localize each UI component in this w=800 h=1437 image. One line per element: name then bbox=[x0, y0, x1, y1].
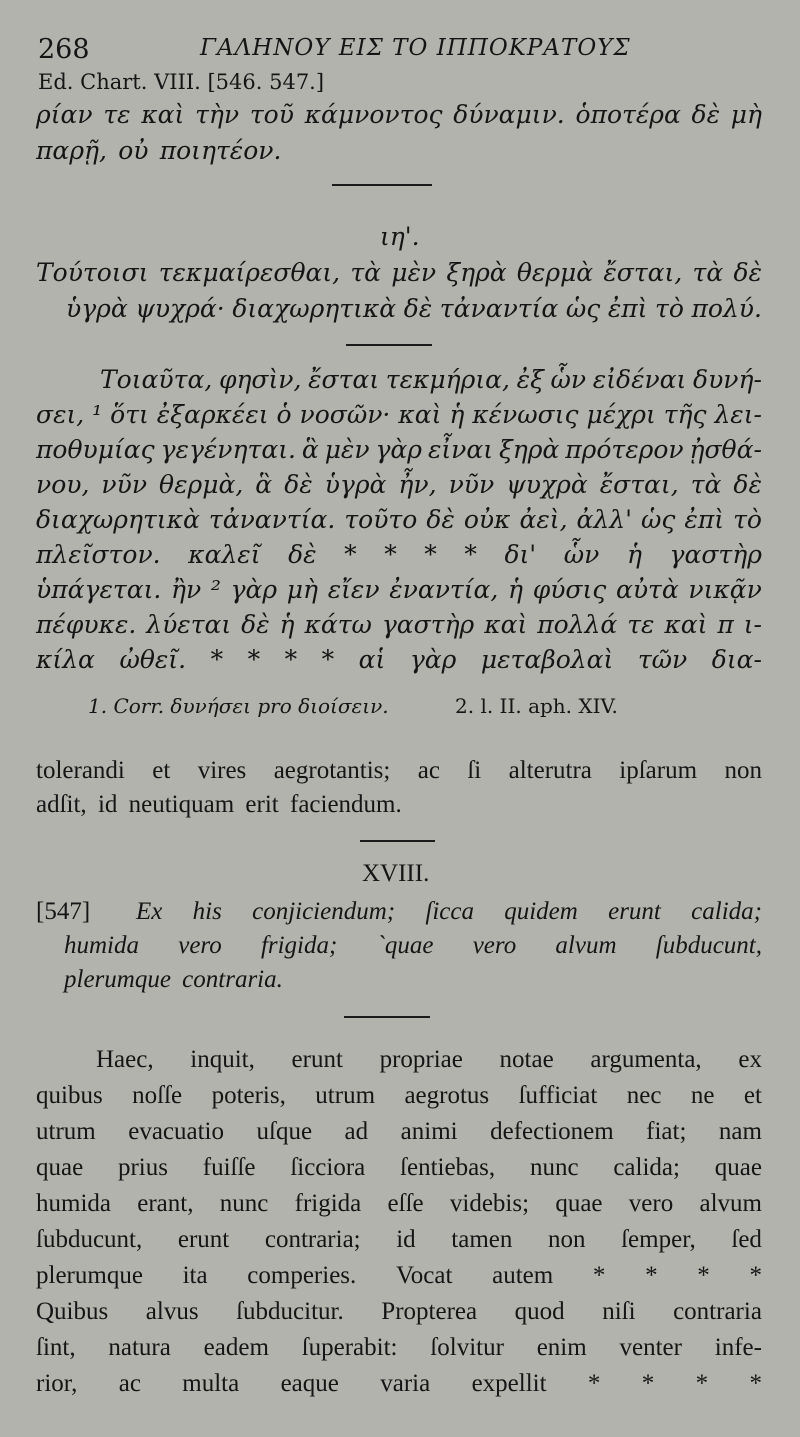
section-divider bbox=[346, 344, 432, 346]
latin-aphorism-line: plerumque contraria. bbox=[64, 966, 283, 993]
latin-intro-line: adſit, id neutiquam erit faciendum. bbox=[36, 791, 402, 818]
greek-commentary-line: σει, ¹ ὅτι ἐξαρκέει ὁ νοσῶν· καὶ ἡ κένωσις μέχρι τῆς λει- bbox=[36, 400, 762, 429]
latin-commentary-line: plerumque ita comperies. Vocat autem * * * * bbox=[36, 1262, 762, 1289]
running-title: ΓΑΛΗΝΟΥ ΕΙΣ ΤΟ ΙΠΠΟΚΡΑΤΟΥΣ bbox=[200, 35, 631, 61]
section-divider bbox=[360, 840, 435, 842]
latin-section-number: XVIII. bbox=[362, 860, 430, 887]
latin-commentary-line: quae prius fuiſſe ſicciora ſentiebas, nunc calida; quae bbox=[36, 1154, 762, 1181]
latin-commentary-line: utrum evacuatio uſque ad animi defectionem fiat; nam bbox=[36, 1118, 762, 1145]
greek-commentary-line: πλεῖστον. καλεῖ δὲ * * * * δι' ὧν ἡ γαστὴρ bbox=[36, 540, 762, 569]
latin-commentary-line: ſint, natura eadem ſuperabit: ſolvitur enim venter infe- bbox=[36, 1334, 762, 1361]
greek-aphorism-line: ὑγρὰ ψυχρά· διαχωρητικὰ δὲ τἀναντία ὡς ἐπὶ τὸ πολύ. bbox=[66, 294, 762, 323]
latin-commentary-line: Haec, inquit, erunt propriae notae argumenta, ex bbox=[96, 1046, 762, 1073]
latin-commentary-line: quibus noſſe poteris, utrum aegrotus ſufficiat nec ne et bbox=[36, 1082, 762, 1109]
greek-commentary-line: πέφυκε. λύεται δὲ ἡ κάτω γαστὴρ καὶ πολλά τε καὶ π ι- bbox=[36, 610, 762, 639]
greek-aphorism-line: Τούτοισι τεκμαίρεσθαι, τὰ μὲν ξηρὰ θερμὰ ἔσται, τὰ δὲ bbox=[36, 258, 762, 287]
latin-commentary-line: humida erant, nunc frigida eſſe videbis; quae vero alvum bbox=[36, 1190, 762, 1217]
latin-commentary-line: ſubducunt, erunt contraria; id tamen non ſemper, ſed bbox=[36, 1226, 762, 1253]
latin-aphorism-reference: [547] bbox=[36, 898, 91, 925]
section-divider bbox=[344, 1016, 430, 1018]
greek-intro-line: παρῇ, οὐ ποιητέον. bbox=[36, 136, 282, 165]
latin-commentary-line: Quibus alvus ſubducitur. Propterea quod niſi contraria bbox=[36, 1298, 762, 1325]
greek-commentary-line: Τοιαῦτα, φησὶν, ἔσται τεκμήρια, ἐξ ὧν εἰδέναι δυνή- bbox=[100, 365, 762, 394]
edition-reference: Ed. Chart. VIII. [546. 547.] bbox=[38, 70, 325, 94]
latin-aphorism-line: Ex his conjiciendum; ſicca quidem erunt calida; bbox=[136, 898, 762, 925]
latin-commentary-line: rior, ac multa eaque varia expellit * * * * bbox=[36, 1370, 762, 1397]
greek-commentary-line: ὑπάγεται. ἢν ² γὰρ μὴ εἴεν ἐναντία, ἡ φύσις αὐτὰ νικᾷν bbox=[36, 575, 762, 604]
greek-section-number: ιη'. bbox=[380, 222, 420, 251]
greek-commentary-line: νου, νῦν θερμὰ, ἃ δὲ ὑγρὰ ἦν, νῦν ψυχρὰ ἔσται, τὰ δὲ bbox=[36, 470, 762, 499]
footnote: 2. l. II. aph. XIV. bbox=[455, 694, 618, 718]
footnote: 1. Corr. δυνήσει pro διοίσειν. bbox=[88, 694, 389, 718]
latin-aphorism-line: humida vero frigida; `quae vero alvum ſubducunt, bbox=[64, 932, 762, 959]
greek-commentary-line: ποθυμίας γεγένηται. ἃ μὲν γὰρ εἶναι ξηρὰ πρότερον ᾐσθά- bbox=[36, 435, 762, 464]
greek-intro-line: ρίαν τε καὶ τὴν τοῦ κάμνοντος δύναμιν. ὁποτέρα δὲ μὴ bbox=[36, 100, 762, 129]
latin-intro-line: tolerandi et vires aegrotantis; ac ſi alterutra ipſarum non bbox=[36, 757, 762, 784]
greek-commentary-line: διαχωρητικὰ τἀναντία. τοῦτο δὲ οὐκ ἀεὶ, ἀλλ' ὡς ἐπὶ τὸ bbox=[36, 505, 762, 534]
section-divider bbox=[332, 184, 432, 186]
page-number: 268 bbox=[38, 34, 90, 65]
greek-commentary-line: κίλα ὠθεῖ. * * * * αἱ γὰρ μεταβολαὶ τῶν δια- bbox=[36, 645, 762, 674]
